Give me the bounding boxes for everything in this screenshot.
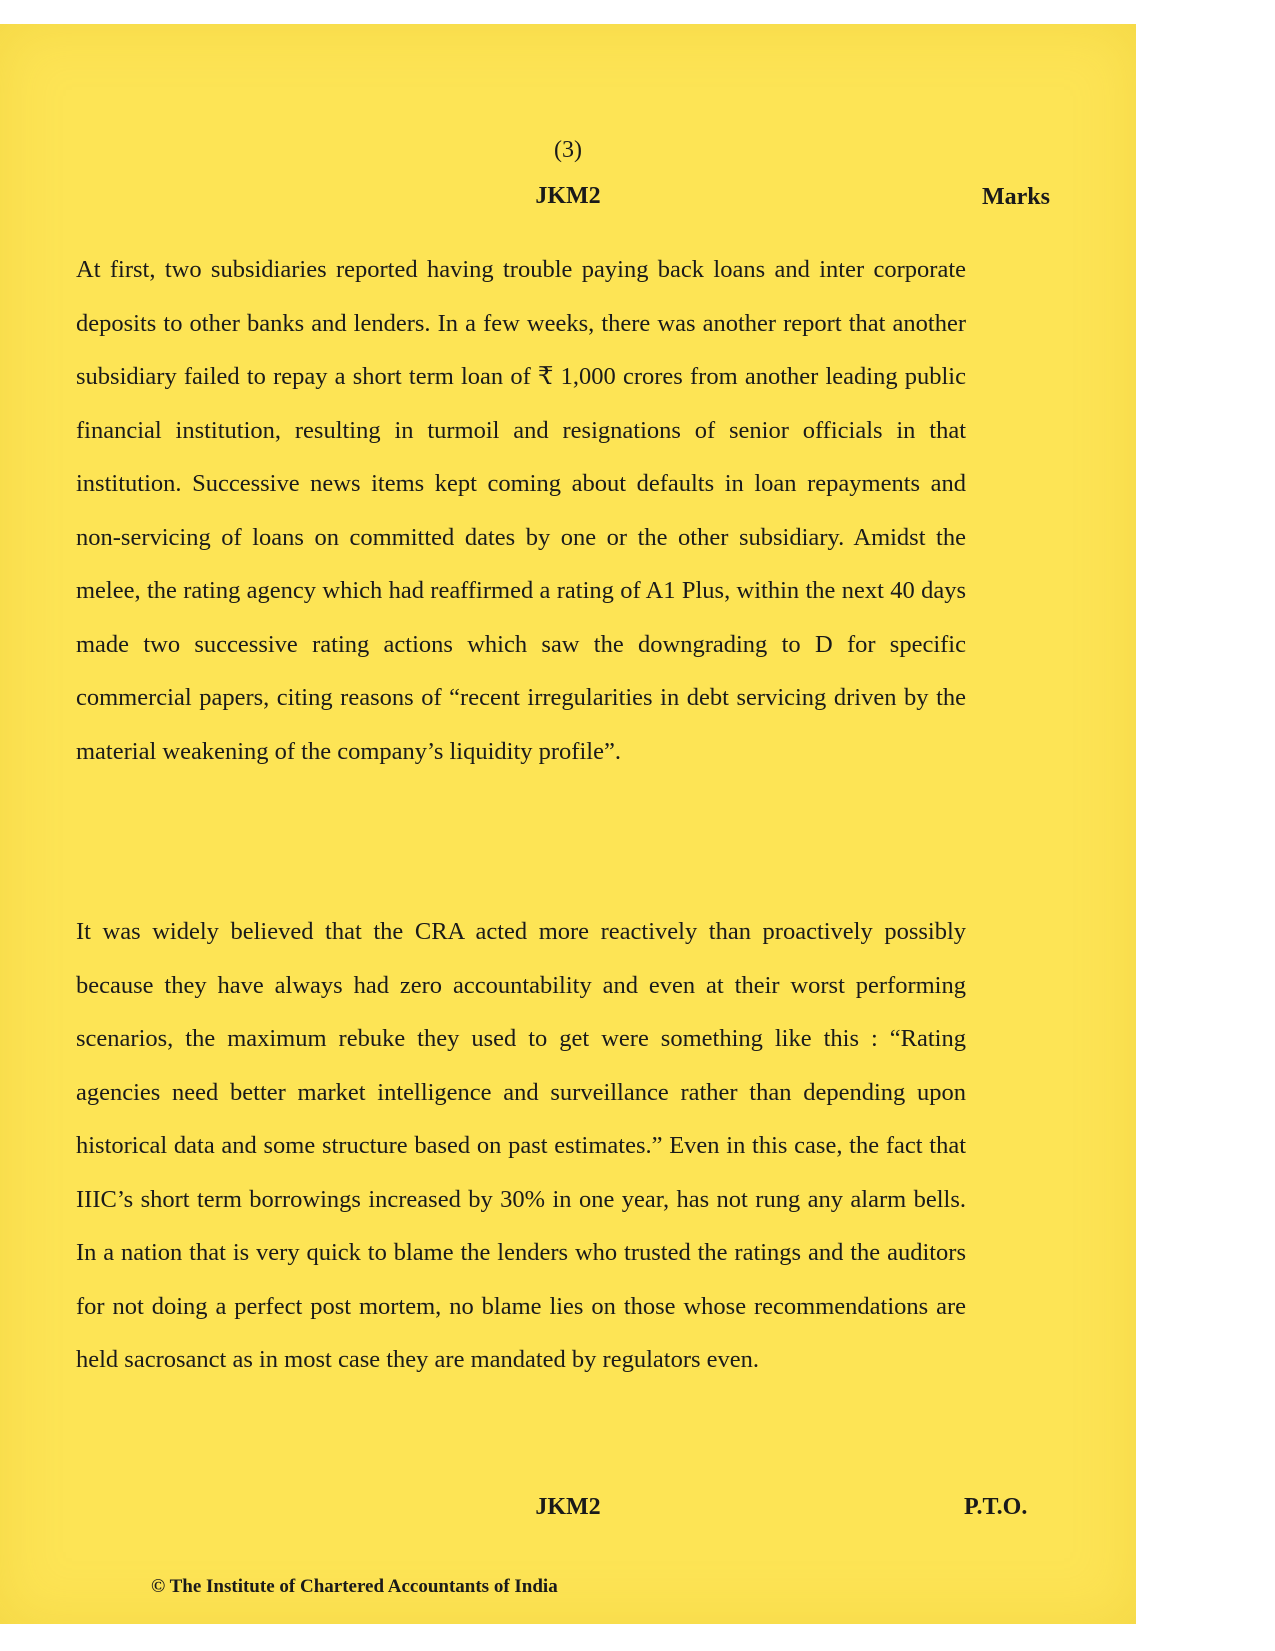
copyright-notice: © The Institute of Chartered Accountants of India (151, 1576, 558, 1597)
body-paragraph-1: At first, two subsidiaries reported having trouble paying back loans and inter corporate deposits to other banks and lenders. In a few weeks, there was another report that another subsidiary failed to repay a short term loan of ₹ 1,000 crores from another leading public financial institution, resulting in turmoil and resignations of senior officials in that institution. Successive news items kept coming about defaults in loan repayments and non-servicing of loans on committed dates by one or the other subsidiary. Amidst the melee, the rating agency which had reaffirmed a rating of A1 Plus, within the next 40 days made two successive rating actions which saw the downgrading to D for specific commercial papers, citing reasons of “recent irregularities in debt servicing driven by the material weakening of the company’s liquidity profile”. (76, 256, 966, 765)
pto-label: P.T.O. (964, 1494, 1028, 1520)
page-number: (3) (554, 137, 582, 163)
body-paragraph-2: It was widely believed that the CRA acted more reactively than proactively possibly because they have always had zero accountability and even at their worst performing scenarios, the maximum rebuke they used to get were something like this : “Rating agencies need better market intelligence and surveillance rather than depending upon historical data and some structure based on past estimates.” Even in this case, the fact that IIIC’s short term borrowings increased by 30% in one year, has not rung any alarm bells. In a nation that is very quick to blame the lenders who trusted the ratings and the auditors for not doing a perfect post mortem, no blame lies on those whose recommendations are held sacrosanct as in most case they are mandated by regulators even. (76, 918, 966, 1373)
marks-label: Marks (982, 184, 1050, 210)
paper-code-header: JKM2 (535, 183, 601, 209)
paper-code-footer: JKM2 (535, 1494, 601, 1520)
